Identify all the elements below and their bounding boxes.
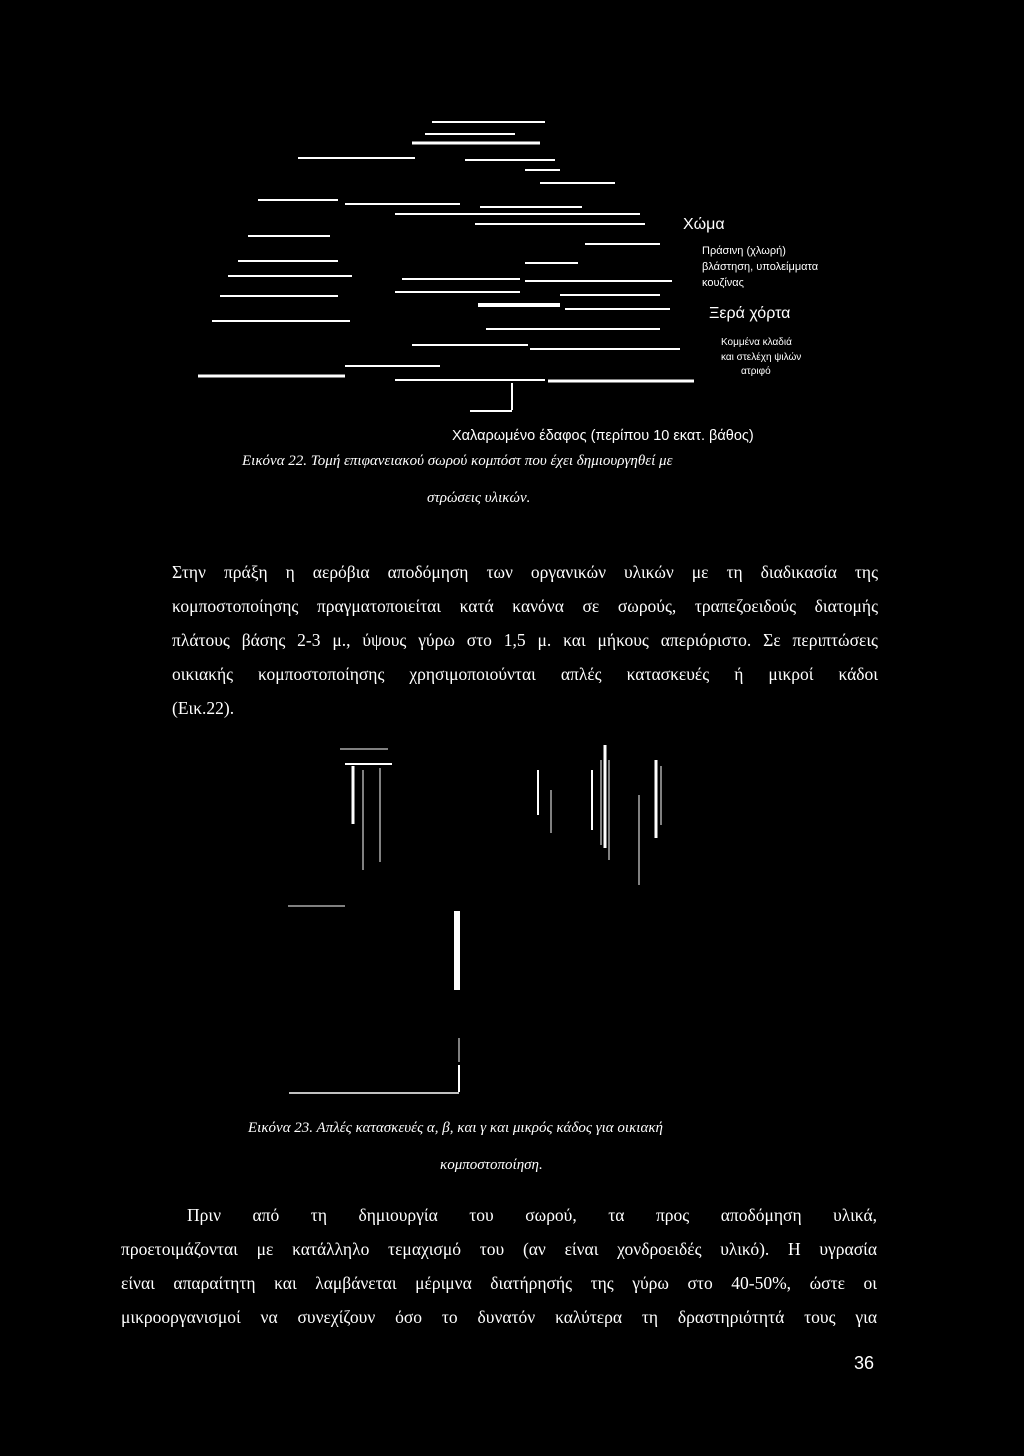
- paragraph-2-line: Πριν από τη δημιουργία του σωρού, τα προς αποδόμηση υλικά,: [187, 1205, 877, 1225]
- figure-22-caption-line1: Εικόνα 22. Τομή επιφανειακού σωρού κομπόστ που έχει δημιουργηθεί με: [242, 453, 673, 469]
- paragraph-1-line: Στην πράξη η αερόβια αποδόμηση των οργανικών υλικών με τη διαδικασία της: [172, 562, 878, 582]
- figure-22-caption-line2: στρώσεις υλικών.: [427, 490, 531, 506]
- figure-23-caption-line2: κομποστοποίηση.: [440, 1157, 543, 1173]
- label-branches-line3: ατριφό: [741, 366, 771, 377]
- label-soil: Χώμα: [683, 216, 725, 233]
- label-green-line3: κουζίνας: [702, 277, 744, 289]
- label-hay: Ξερά χόρτα: [709, 305, 791, 322]
- paragraph-2-continued: [121, 1232, 877, 1334]
- label-green-line1: Πράσινη (χλωρή): [702, 245, 786, 257]
- label-branches-line2: και στελέχη ψιλών: [721, 352, 802, 363]
- paragraph-1-line: πλάτους βάσης 2-3 μ., ύψους γύρω στο 1,5 μ. και μήκους απεριόριστο. Σε περιπτώσεις: [172, 630, 878, 650]
- paragraph-1-line: οικιακής κομποστοποίησης χρησιμοποιούνται απλές κατασκευές ή μικροί κάδοι: [172, 664, 878, 684]
- paragraph-1-line: (Εικ.22).: [172, 698, 235, 718]
- paragraph-1-line: κομποστοποίησης πραγματοποιείται κατά κανόνα σε σωρούς, τραπεζοειδούς διατομής: [172, 596, 878, 616]
- figure-23-caption-line1: Εικόνα 23. Απλές κατασκευές α, β, και γ και μικρός κάδος για οικιακή: [248, 1120, 663, 1136]
- paragraph-2-line: προετοιμάζονται με κατάλληλο τεμαχισμό του (αν είναι χονδροειδές υλικό). Η υγρασία: [121, 1239, 877, 1259]
- label-green-line2: βλάστηση, υπολείμματα: [702, 261, 819, 273]
- page-number: 36: [853, 1353, 874, 1373]
- paragraph-2-line: είναι απαραίτητη και λαμβάνεται μέριμνα διατήρησής της γύρω στο 40-50%, ώστε οι: [121, 1273, 877, 1293]
- label-branches-line1: Κομμένα κλαδιά: [721, 337, 792, 348]
- paragraph-2: [187, 1198, 877, 1232]
- label-ground: Χαλαρωμένο έδαφος (περίπου 10 εκατ. βάθος): [452, 428, 754, 444]
- paragraph-2-line: μικροοργανισμοί να συνεχίζουν όσο το δυνατόν καλύτερα τη δραστηριότητά τους για: [121, 1307, 877, 1327]
